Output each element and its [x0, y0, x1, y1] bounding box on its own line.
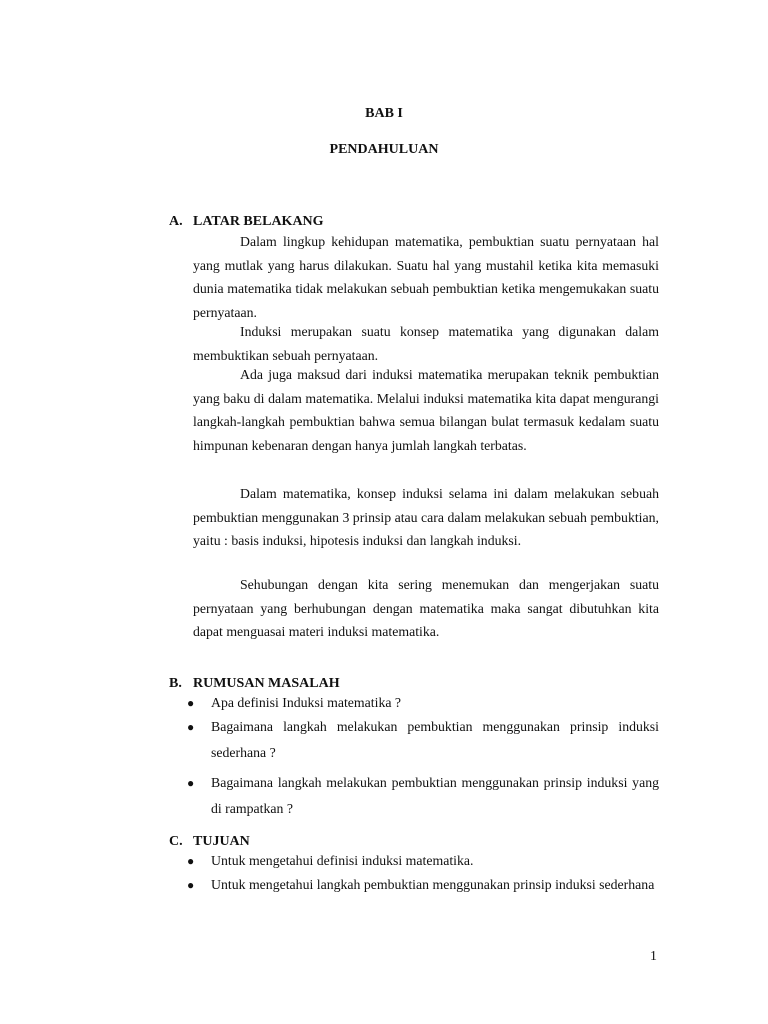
list-item-text: Bagaimana langkah melakukan pembuktian menggunakan prinsip induksi yang di rampatkan ?	[211, 775, 659, 816]
section-title: TUJUAN	[193, 834, 250, 849]
section-c-heading	[169, 834, 250, 850]
list-item	[186, 850, 659, 872]
chapter-title: PENDAHULUAN	[329, 142, 439, 157]
section-letter: B.	[169, 676, 182, 691]
section-a-heading	[169, 214, 324, 230]
paragraph: Dalam lingkup kehidupan matematika, pembuktian suatu pernyataan hal yang mutlak yang harus dilakukan. Suatu hal yang mustahil ketika kita memasuki dunia matematika tidak melakukan sebuah pembuktian ketika mengemukakan suatu pernyataan.	[193, 234, 659, 320]
problem-list	[186, 692, 659, 822]
list-item-text: Untuk mengetahui langkah pembuktian menggunakan prinsip induksi sederhana	[211, 877, 655, 892]
paragraph: Sehubungan dengan kita sering menemukan dan mengerjakan suatu pernyataan yang berhubungan dengan matematika maka sangat dibutuhkan kita dapat menguasai materi induksi matematika.	[193, 577, 659, 640]
paragraph: Dalam matematika, konsep induksi selama ini dalam melakukan sebuah pembuktian menggunakan 3 prinsip atau cara dalam melakukan sebuah pembuktian, yaitu : basis induksi, hipotesis induksi dan langkah induksi.	[193, 486, 659, 549]
bullet-icon: ●	[187, 854, 195, 868]
section-b-heading	[169, 676, 340, 692]
list-item	[186, 714, 659, 766]
list-item	[186, 692, 659, 714]
paragraph: Ada juga maksud dari induksi matematika merupakan teknik pembuktian yang baku di dalam matematika. Melalui induksi matematika kita dapat mengurangi langkah-langkah pembuktian bahwa semua bilangan bulat termasuk kedalam suatu himpunan kebenaran dengan hanya jumlah langkah terbatas.	[193, 367, 659, 453]
section-letter: A.	[169, 214, 183, 229]
objective-list	[186, 850, 659, 898]
bullet-icon: ●	[187, 696, 195, 710]
list-item-text: Apa definisi Induksi matematika ?	[211, 695, 402, 710]
bullet-icon: ●	[187, 776, 195, 790]
list-item-text: Untuk mengetahui definisi induksi matematika.	[211, 853, 474, 868]
paragraph: Induksi merupakan suatu konsep matematika yang digunakan dalam membuktikan sebuah pernyataan.	[193, 324, 659, 363]
chapter-label: BAB I	[365, 106, 403, 121]
section-title: RUMUSAN MASALAH	[193, 676, 340, 691]
section-title: LATAR BELAKANG	[193, 214, 324, 229]
list-item	[186, 872, 659, 898]
list-item	[186, 770, 659, 822]
section-letter: C.	[169, 834, 183, 849]
bullet-icon: ●	[187, 720, 195, 734]
page-number: 1	[650, 948, 657, 963]
list-item-text: Bagaimana langkah melakukan pembuktian menggunakan prinsip induksi sederhana ?	[211, 719, 659, 760]
bullet-icon: ●	[187, 878, 195, 892]
